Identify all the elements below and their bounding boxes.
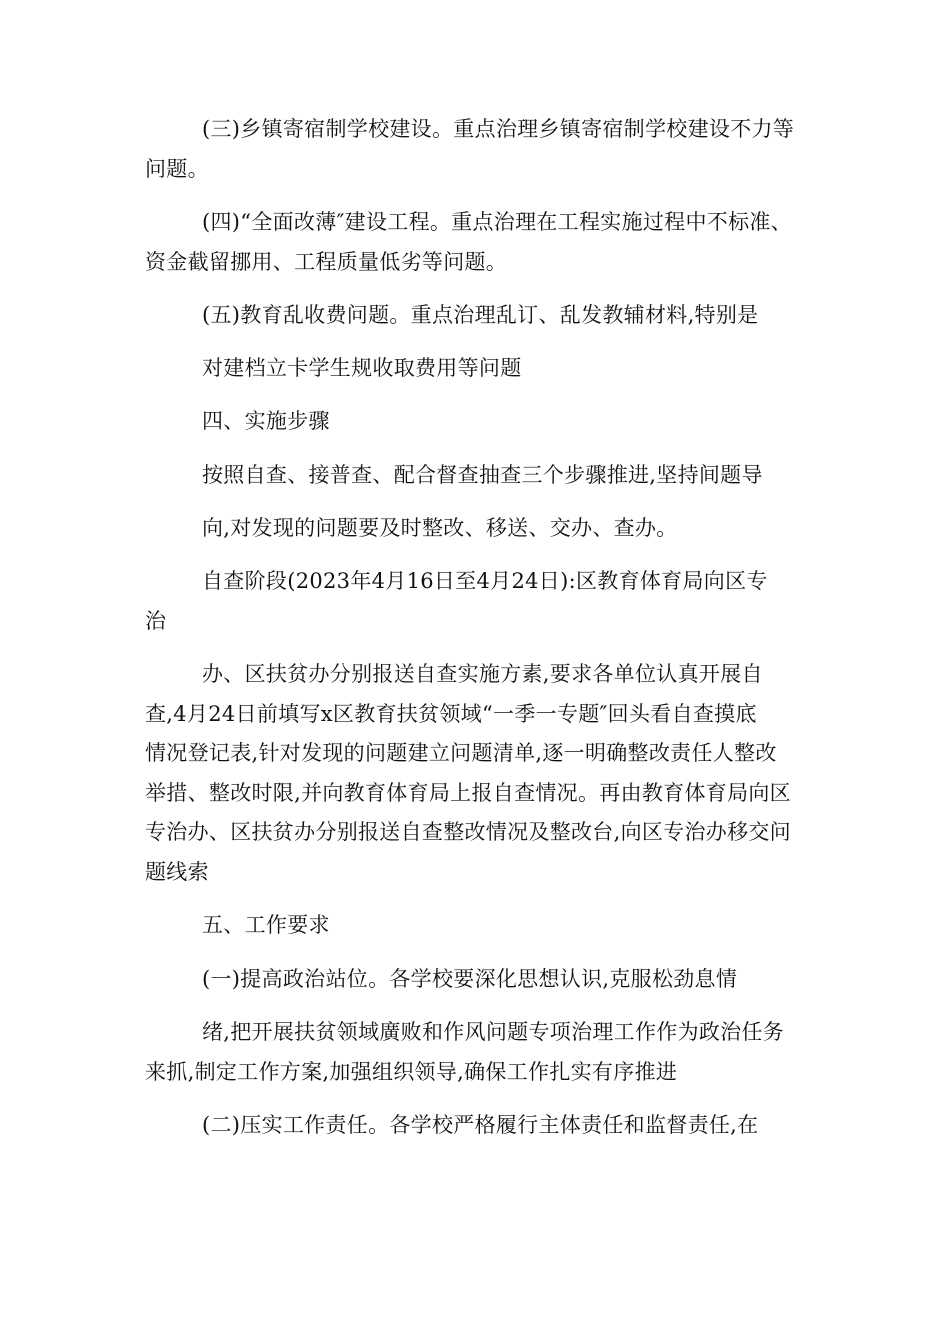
paragraph-line: 问题。: [145, 157, 209, 181]
paragraph-line: (一)提高政治站位。各学校要深化思想认识,克服松劲息情: [202, 967, 738, 991]
section-heading: 五、工作要求: [202, 913, 330, 937]
paragraph-line: 办、区扶贫办分别报送自查实施方素,要求各单位认真开展自: [202, 662, 763, 686]
paragraph-line: (五)教育乱收费问题。重点治理乱订、乱发教辅材料,特别是: [202, 303, 759, 327]
paragraph-line: 查,4月24日前填写x区教育扶贫领域“一季一专题″回头看自查摸底: [145, 702, 757, 726]
paragraph-line: 按照自查、接普查、配合督查抽查三个步骤推进,坚持间题导: [202, 463, 763, 487]
paragraph-line: (二)压实工作责任。各学校严格履行主体责任和监督责任,在: [202, 1113, 759, 1137]
paragraph-line: (四)“全面改薄″建设工程。重点治理在工程实施过程中不标准、: [202, 210, 792, 234]
paragraph-line: 来抓,制定工作方案,加强组织领导,确保工作扎实有序推进: [145, 1060, 678, 1084]
paragraph-line: 自查阶段(2023年4月16日至4月24日):区教育体育局向区专: [202, 569, 768, 593]
paragraph-line: 对建档立卡学生规收取费用等问题: [202, 356, 522, 380]
paragraph-line: 举措、整改时限,并向教育体育局上报自查情况。再由教育体育局向区: [145, 781, 791, 805]
paragraph-line: 情况登记表,针对发现的问题建立问题清单,逐一明确整改责任人整改: [145, 741, 777, 765]
paragraph-line: 专治办、区扶贫办分别报送自查整改情况及整改台,向区专治办移交问: [145, 820, 791, 844]
paragraph-line: 治: [145, 609, 167, 633]
section-heading: 四、实施步骤: [202, 409, 330, 433]
paragraph-line: 资金截留挪用、工程质量低劣等问题。: [145, 250, 508, 274]
paragraph-line: 绪,把开展扶贫领域廣败和作风问题专项治理工作作为政治任务: [202, 1020, 785, 1044]
paragraph-line: 题线索: [145, 860, 209, 884]
paragraph-line: 向,对发现的问题要及时整改、移送、交办、查办。: [202, 516, 678, 540]
paragraph-line: (三)乡镇寄宿制学校建设。重点治理乡镇寄宿制学校建设不力等: [202, 117, 795, 141]
